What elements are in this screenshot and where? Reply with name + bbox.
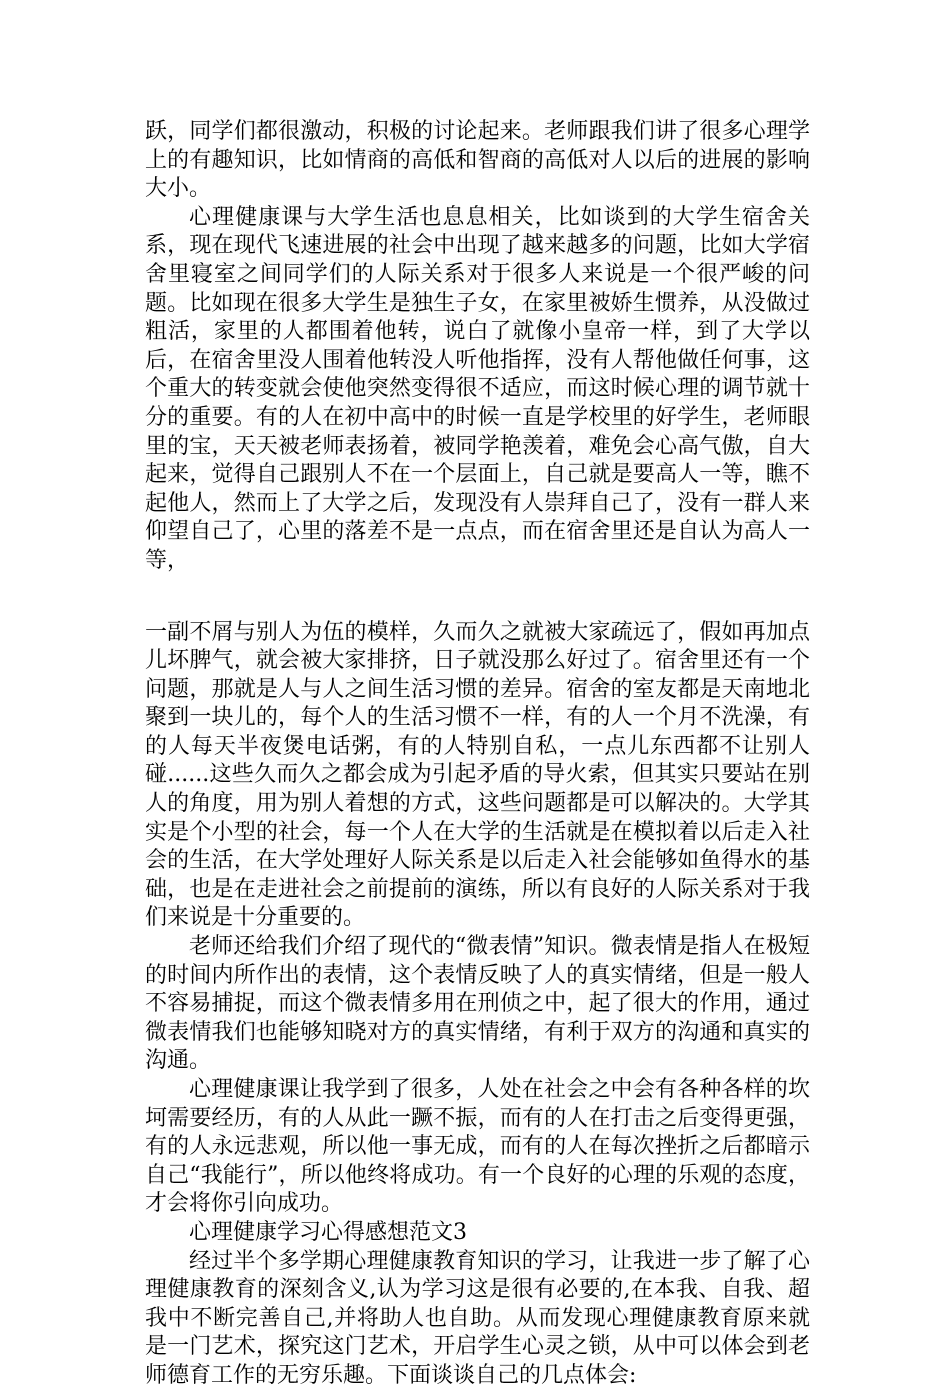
paragraph-living-habits: 一副不屑与别人为伍的模样，久而久之就被大家疏远了，假如再加点儿坏脾气，就会被大家排挤，日子就没那么好过了。宿舍里还有一个问题，那就是人与人之间生活习惯的差异。宿舍的室友都是天南地北聚到一块儿的，每个人的生活习惯不一样，有的人一个月不洗澡，有的人每天半夜煲电话粥，有的人特别自私，一点儿东西都不让别人碰......这些久而久之都会成为引起矛盾的导火索，但其实只要站在别人的角度，用为别人着想的方式，这些问题都是可以解决的。大学其实是个小型的社会，每一个人在大学的生活就是在模拟着以后走入社会的生活，在大学处理好人际关系是以后走入社会能够如鱼得水的基础，也是在走进社会之前提前的演练，所以有良好的人际关系对于我们来说是十分重要的。	[145, 619, 810, 931]
paragraph-dormitory-relations: 心理健康课与大学生活也息息相关，比如谈到的大学生宿舍关系，现在现代飞速进展的社会中出现了越来越多的问题，比如大学宿舍里寝室之间同学们的人际关系对于很多人来说是一个很严峻的问题。比如现在很多大学生是独生子女，在家里被娇生惯养，从没做过粗活，家里的人都围着他转，说白了就像小皇帝一样，到了大学以后，在宿舍里没人围着他转没人听他指挥，没有人帮他做任何事，这个重大的转变就会使他突然变得很不适应，而这时候心理的调节就十分的重要。有的人在初中高中的时候一直是学校里的好学生，老师眼里的宝，天天被老师表扬着，被同学艳羡着，难免会心高气傲，自大起来，觉得自己跟别人不在一个层面上，自己就是要高人一等，瞧不起他人，然而上了大学之后，发现没有人崇拜自己了，没有一群人来仰望自己了，心里的落差不是一点点，而在宿舍里还是自认为高人一等，	[145, 204, 810, 573]
page-break-gap	[145, 576, 810, 619]
section-heading: 心理健康学习心得感想范文3	[189, 1219, 467, 1245]
paragraph-micro-expressions: 老师还给我们介绍了现代的“微表情”知识。微表情是指人在极短的时间内所作出的表情，这个表情反映了人的真实情绪，但是一般人不容易捕捉，而这个微表情多用在刑侦之中，起了很大的作用，通过微表情我们也能够知晓对方的真实情绪，有利于双方的沟通和真实的沟通。	[145, 934, 810, 1074]
paragraph-lessons-learned: 心理健康课让我学到了很多，人处在社会之中会有各种各样的坎坷需要经历，有的人从此一蹶不振，而有的人在打击之后变得更强，有的人永远悲观，所以他一事无成，而有的人在每次挫折之后都暗示自己“我能行”，所以他终将成功。有一个良好的心理的乐观的态度，才会将你引向成功。	[145, 1077, 810, 1217]
document-page	[145, 118, 810, 1391]
paragraph-essay-three-intro: 经过半个多学期心理健康教育知识的学习，让我进一步了解了心理健康教育的深刻含义,认为学习这是很有必要的,在本我、自我、超我中不断完善自己,并将助人也自助。从而发现心理健康教育原来就是一门艺术，探究这门艺术，开启学生心灵之锁，从中可以体会到老师德育工作的无穷乐趣。下面谈谈自己的几点体会:	[145, 1248, 810, 1388]
paragraph-continuation: 跃，同学们都很激动，积极的讨论起来。老师跟我们讲了很多心理学上的有趣知识，比如情商的高低和智商的高低对人以后的进展的影响大小。	[145, 119, 810, 202]
